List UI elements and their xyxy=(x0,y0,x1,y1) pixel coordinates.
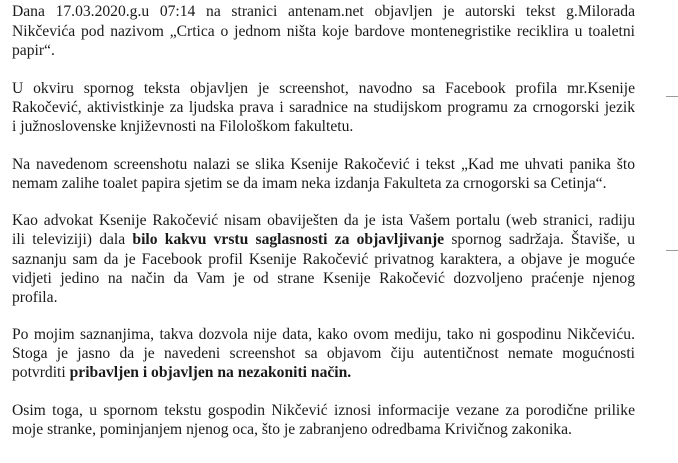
text-segment: nemam zalihe toalet papira sjetim se da imam neka izdanja Fakulteta za crnogorski sa Cetinja“. xyxy=(12,175,607,192)
paragraph-4-line-4 xyxy=(12,269,635,289)
text-segment: papir“. xyxy=(12,42,55,59)
paragraph-6-line-2 xyxy=(12,420,635,440)
text-segment: Kao advokat Ksenije Rakočević nisam obaviješten da je ista Vašem portalu (web stranici, radiju xyxy=(12,212,635,229)
text-segment: saznanju sam da je Facebook profil Ksenije Rakočević privatnog karaktera, a objave je moguće xyxy=(12,251,635,268)
paragraph-5-line-2 xyxy=(12,344,635,364)
paragraph-2-line-3 xyxy=(12,117,635,137)
page-edge-mark xyxy=(666,250,678,251)
paragraph-5-line-3 xyxy=(12,363,635,383)
paragraph-1-line-3 xyxy=(12,41,635,61)
text-segment: ili televiziji) dala xyxy=(12,231,133,248)
bold-phrase-consent: bilo kakvu vrstu saglasnosti za objavljivanje xyxy=(132,231,445,248)
paragraph-4-line-2 xyxy=(12,230,635,250)
text-segment: Po mojim saznanjima, takva dozvola nije data, kako ovom mediju, tako ni gospodinu Nikčeviću. xyxy=(12,326,635,343)
paragraph-5-line-1 xyxy=(12,325,635,345)
paragraph-1-line-1 xyxy=(12,2,635,22)
text-segment: potvrditi xyxy=(12,364,70,381)
bold-phrase-unlawful: pribavljen i objavljen na nezakoniti način. xyxy=(69,364,352,381)
text-segment: Dana 17.03.2020.g.u 07:14 na stranici antenam.net objavljen je autorski tekst g.Milorada xyxy=(12,3,635,20)
paragraph-4-line-5 xyxy=(12,288,635,308)
text-segment: Osim toga, u spornom tekstu gospodin Nikčević iznosi informacije vezane za porodične prilike xyxy=(12,402,635,419)
paragraph-4-line-3 xyxy=(12,250,635,270)
text-segment: Nikčevića pod nazivom „Crtica o jednom ništa koje bardove montenegristike reciklira u toaletni xyxy=(12,23,635,40)
page-edge-mark xyxy=(666,96,678,97)
paragraph-4-line-1 xyxy=(12,211,635,231)
text-segment: moje stranke, pominjanjem njenog oca, što je zabranjeno odredbama Krivičnog zakonika. xyxy=(12,421,572,438)
paragraph-2-line-1 xyxy=(12,79,635,99)
text-segment: Na navedenom screenshotu nalazi se slika Ksenije Rakočević i tekst „Kad me uhvati panika što xyxy=(12,156,635,173)
text-segment: profila. xyxy=(12,289,58,306)
text-segment: U okviru spornog teksta objavljen je screenshot, navodno sa Facebook profila mr.Ksenije xyxy=(12,80,635,97)
paragraph-6-line-1 xyxy=(12,401,635,421)
text-segment: Stoga je jasno da je navedeni screenshot sa objavom čiju autentičnost nemate mogućnosti xyxy=(12,345,635,362)
paragraph-3-line-2 xyxy=(12,174,635,194)
text-segment: spornog sadržaja. Štaviše, u xyxy=(444,231,635,248)
text-segment: i južnoslovenske književnosti na Filološkom fakultetu. xyxy=(12,118,354,135)
paragraph-3-line-1 xyxy=(12,155,635,175)
paragraph-1-line-2 xyxy=(12,22,635,42)
text-segment: vidjeti jedino na način da Vam je od strane Ksenije Rakočević dozvoljeno praćenje njenog xyxy=(12,270,635,287)
text-segment: Rakočević, aktivistkinje za ljudska prava i saradnice na studijskom programu za crnogorski jezik xyxy=(12,99,635,116)
paragraph-2-line-2 xyxy=(12,98,635,118)
